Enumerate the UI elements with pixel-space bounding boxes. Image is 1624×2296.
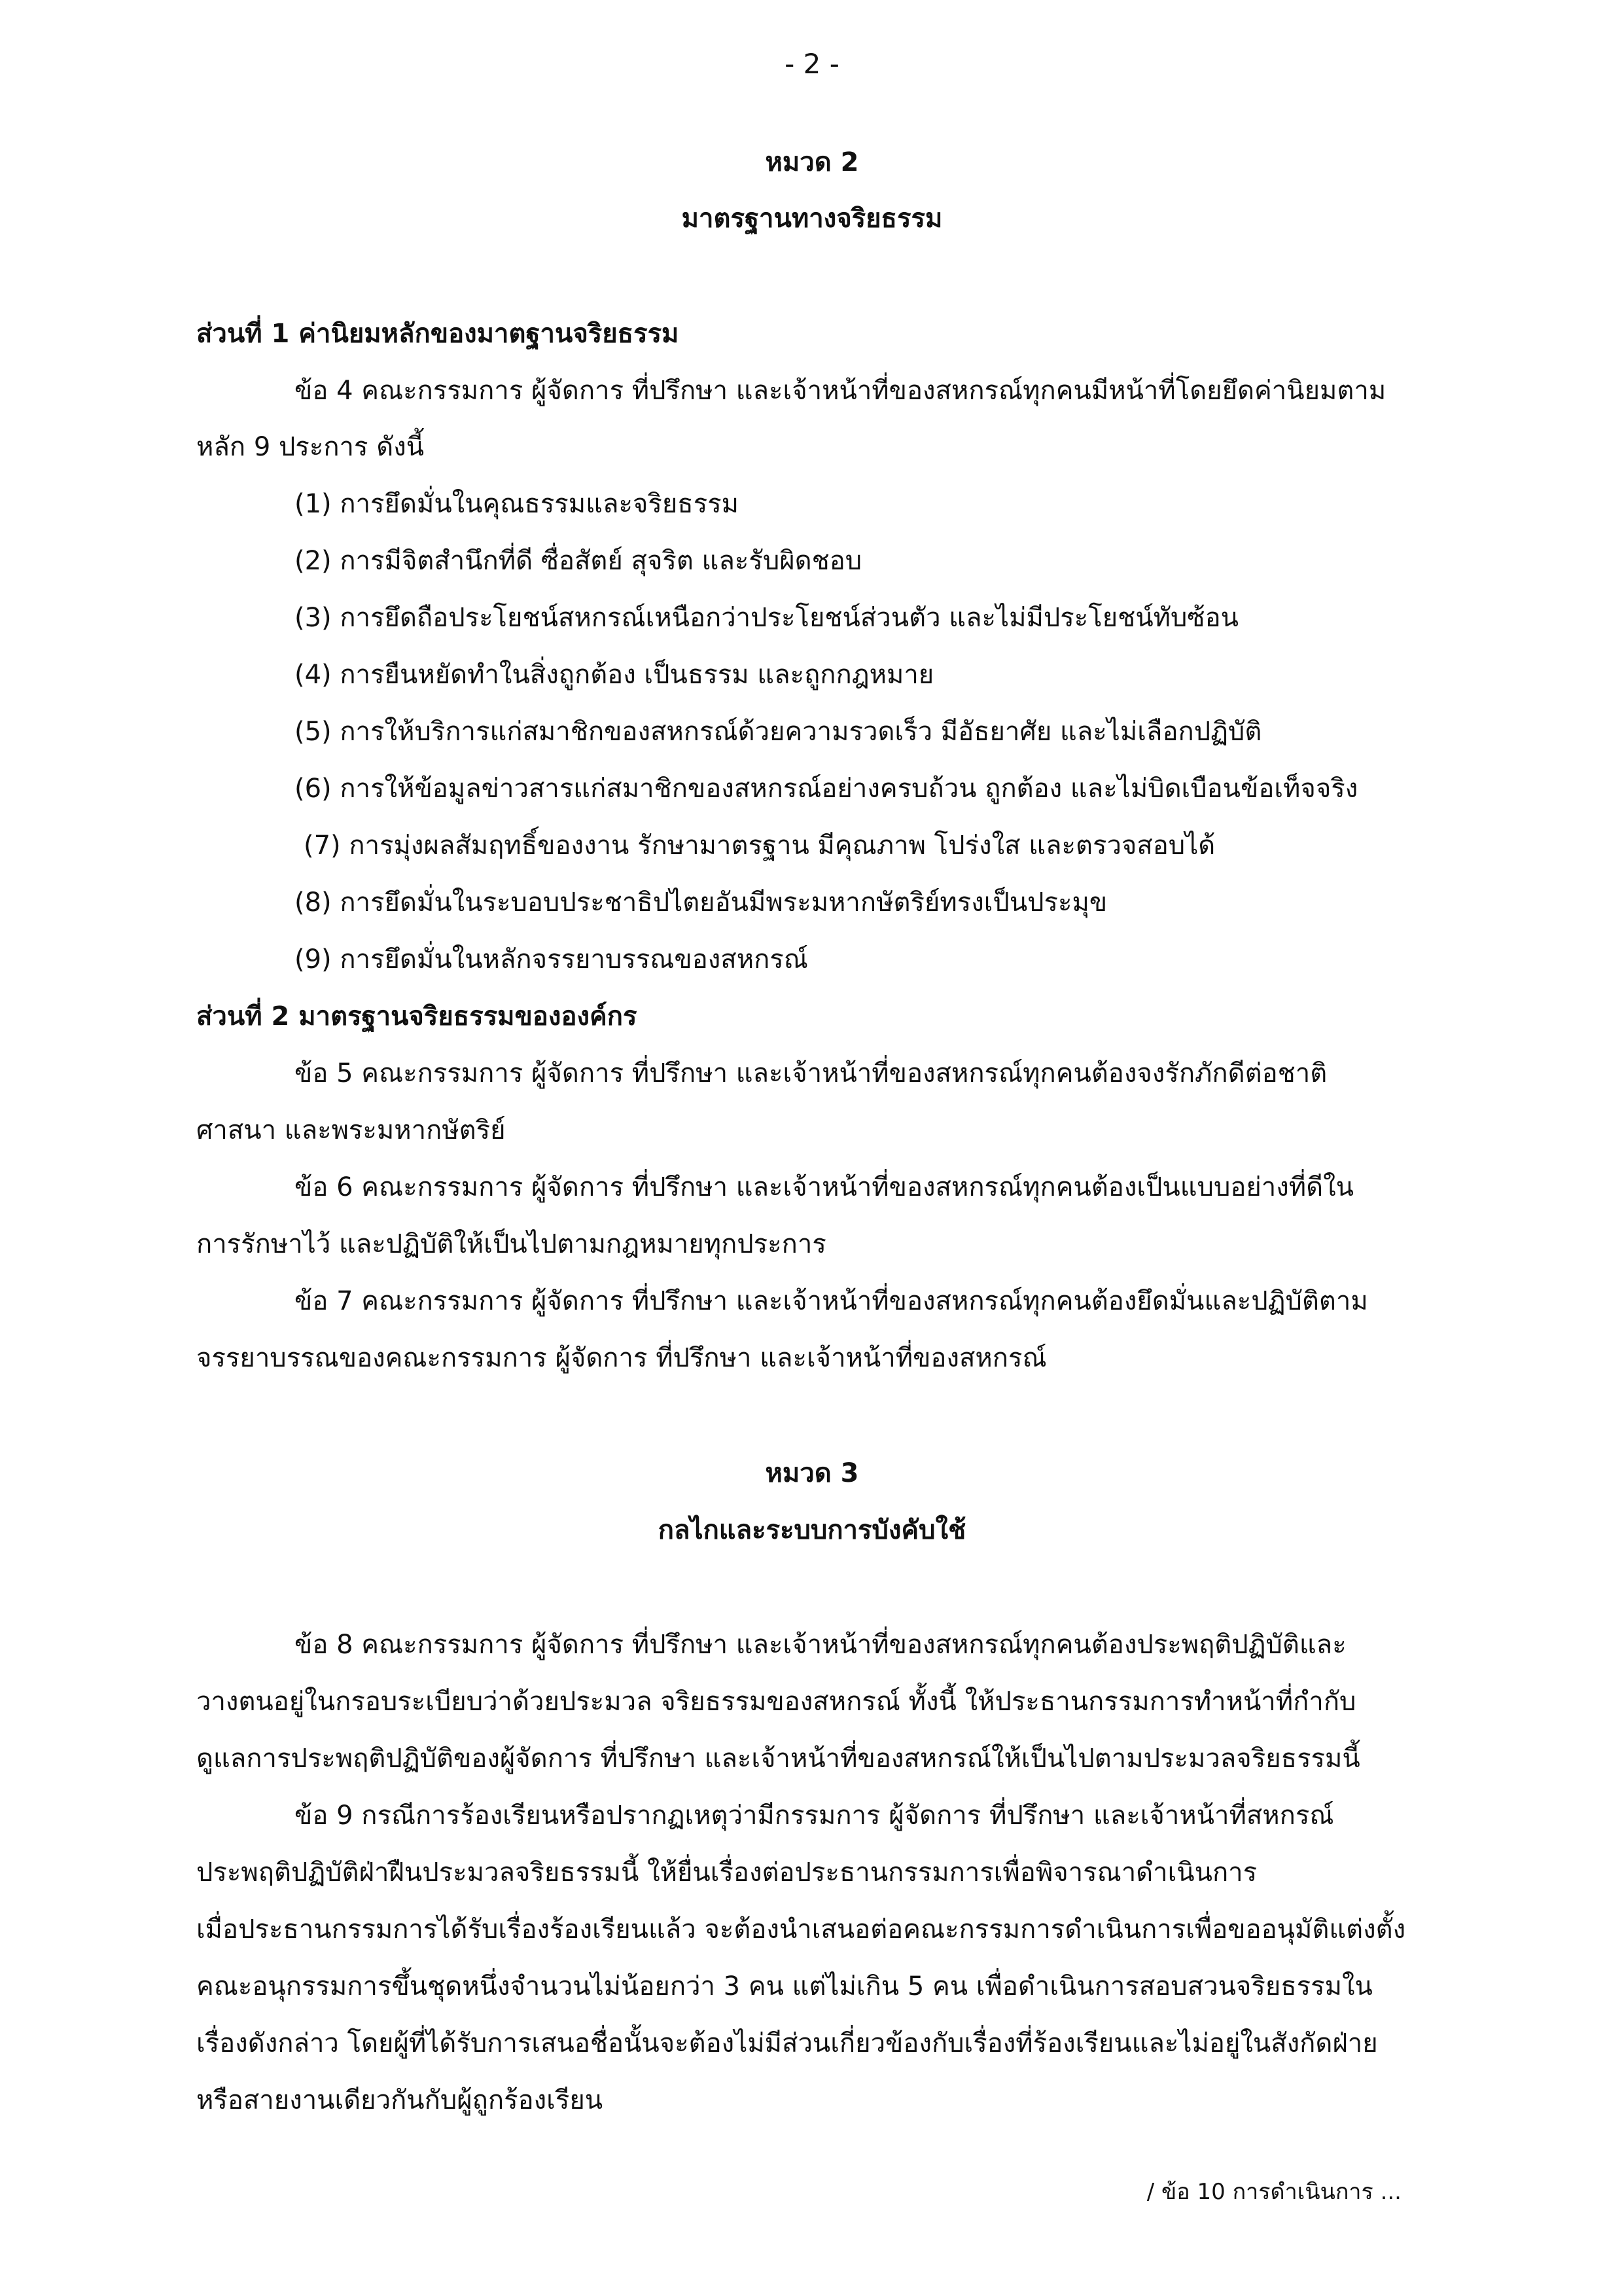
value-item-5: (5) การให้บริการแก่สมาชิกของสหกรณ์ด้วยความรวดเร็ว มีอัธยาศัย และไม่เลือกปฏิบัติ <box>294 717 1262 747</box>
value-item-9: (9) การยึดมั่นในหลักจรรยาบรรณของสหกรณ์ <box>294 944 808 975</box>
part-2-heading: ส่วนที่ 2 มาตรฐานจริยธรรมขององค์กร <box>196 1001 637 1031</box>
clause-9-line-6: หรือสายงานเดียวกันกับผู้ถูกร้องเรียน <box>196 2085 603 2115</box>
clause-8-line-2: วางตนอยู่ในกรอบระเบียบว่าด้วยประมวล จริยธรรมของสหกรณ์ ทั้งนี้ ให้ประธานกรรมการทำหน้าที่กำกับ <box>196 1687 1356 1717</box>
chapter-3-title: กลไกและระบบการบังคับใช้ <box>658 1515 966 1545</box>
clause-8-line-1: ข้อ 8 คณะกรรมการ ผู้จัดการ ที่ปรึกษา และเจ้าหน้าที่ของสหกรณ์ทุกคนต้องประพฤติปฏิบัติและ <box>294 1630 1347 1660</box>
value-item-3: (3) การยึดถือประโยชน์สหกรณ์เหนือกว่าประโยชน์ส่วนตัว และไม่มีประโยชน์ทับซ้อน <box>294 603 1239 633</box>
clause-6-line-1: ข้อ 6 คณะกรรมการ ผู้จัดการ ที่ปรึกษา และเจ้าหน้าที่ของสหกรณ์ทุกคนต้องเป็นแบบอย่างที่ดีใน <box>294 1172 1354 1202</box>
clause-5-line-2: ศาสนา และพระมหากษัตริย์ <box>196 1115 506 1145</box>
footer-continuation: / ข้อ 10 การดำเนินการ ... <box>1146 2179 1402 2205</box>
clause-9-line-1: ข้อ 9 กรณีการร้องเรียนหรือปรากฏเหตุว่ามีกรรมการ ผู้จัดการ ที่ปรึกษา และเจ้าหน้าที่สหกรณ์ <box>294 1801 1334 1831</box>
clause-9-line-2: ประพฤติปฏิบัติฝ่าฝืนประมวลจริยธรรมนี้ ให้ยื่นเรื่องต่อประธานกรรมการเพื่อพิจารณาดำเนินการ <box>196 1857 1258 1888</box>
clause-4-line-1: ข้อ 4 คณะกรรมการ ผู้จัดการ ที่ปรึกษา และเจ้าหน้าที่ของสหกรณ์ทุกคนมีหน้าที่โดยยึดค่านิยมตาม <box>294 376 1386 406</box>
clause-8-line-3: ดูแลการประพฤติปฏิบัติของผู้จัดการ ที่ปรึกษา และเจ้าหน้าที่ของสหกรณ์ให้เป็นไปตามประมวลจริยธรรมนี้ <box>196 1744 1360 1774</box>
value-item-1: (1) การยึดมั่นในคุณธรรมและจริยธรรม <box>294 489 739 519</box>
clause-9-line-3: เมื่อประธานกรรมการได้รับเรื่องร้องเรียนแล้ว จะต้องนำเสนอต่อคณะกรรมการดำเนินการเพื่อขออนุมัติแต่งตั้ง <box>196 1914 1406 1945</box>
clause-7-line-2: จรรยาบรรณของคณะกรรมการ ผู้จัดการ ที่ปรึกษา และเจ้าหน้าที่ของสหกรณ์ <box>196 1343 1047 1373</box>
clause-7-line-1: ข้อ 7 คณะกรรมการ ผู้จัดการ ที่ปรึกษา และเจ้าหน้าที่ของสหกรณ์ทุกคนต้องยึดมั่นและปฏิบัติตาม <box>294 1286 1368 1316</box>
page-number: - 2 - <box>785 48 839 80</box>
clause-9-line-5: เรื่องดังกล่าว โดยผู้ที่ได้รับการเสนอชื่อนั้นจะต้องไม่มีส่วนเกี่ยวข้องกับเรื่องที่ร้องเรียนและไม่อยู่ในสังกัดฝ่าย <box>196 2028 1378 2058</box>
chapter-2-title: มาตรฐานทางจริยธรรม <box>681 204 943 234</box>
chapter-3-heading: หมวด 3 <box>765 1458 859 1488</box>
value-item-7: (7) การมุ่งผลสัมฤทธิ์ของงาน รักษามาตรฐาน มีคุณภาพ โปร่งใส และตรวจสอบได้ <box>304 831 1216 861</box>
clause-6-line-2: การรักษาไว้ และปฏิบัติให้เป็นไปตามกฎหมายทุกประการ <box>196 1229 826 1259</box>
clause-9-line-4: คณะอนุกรรมการขึ้นชุดหนึ่งจำนวนไม่น้อยกว่า 3 คน แต่ไม่เกิน 5 คน เพื่อดำเนินการสอบสวนจริยธรรมใน <box>196 1971 1373 2001</box>
clause-5-line-1: ข้อ 5 คณะกรรมการ ผู้จัดการ ที่ปรึกษา และเจ้าหน้าที่ของสหกรณ์ทุกคนต้องจงรักภักดีต่อชาติ <box>294 1058 1328 1088</box>
value-item-4: (4) การยืนหยัดทำในสิ่งถูกต้อง เป็นธรรม และถูกกฎหมาย <box>294 660 934 690</box>
clause-4-line-2: หลัก 9 ประการ ดังนี้ <box>196 432 425 462</box>
value-item-2: (2) การมีจิตสำนึกที่ดี ซื่อสัตย์ สุจริต และรับผิดชอบ <box>294 546 862 576</box>
chapter-2-heading: หมวด 2 <box>765 147 859 177</box>
part-1-heading: ส่วนที่ 1 ค่านิยมหลักของมาตฐานจริยธรรม <box>196 319 679 349</box>
value-item-6: (6) การให้ข้อมูลข่าวสารแก่สมาชิกของสหกรณ์อย่างครบถ้วน ถูกต้อง และไม่บิดเบือนข้อเท็จจริง <box>294 774 1358 804</box>
value-item-8: (8) การยึดมั่นในระบอบประชาธิปไตยอันมีพระมหากษัตริย์ทรงเป็นประมุข <box>294 888 1108 918</box>
